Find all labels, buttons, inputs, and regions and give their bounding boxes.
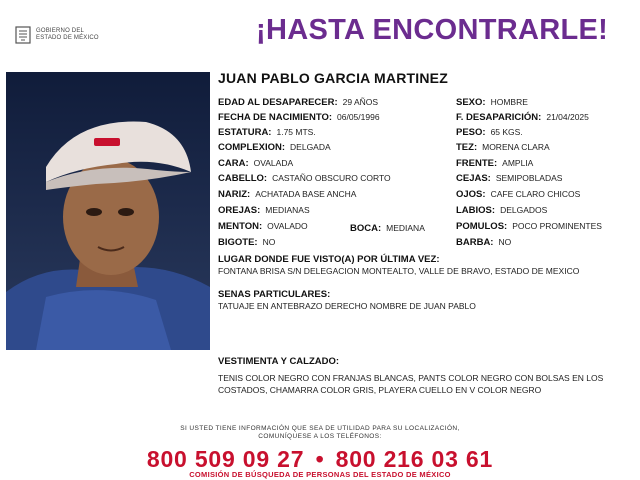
field-orejas: OREJAS: MEDIANAS: [218, 205, 310, 216]
clothing-title: VESTIMENTA Y CALZADO:: [218, 356, 340, 367]
field-pomulos: POMULOS: POCO PROMINENTES: [456, 221, 602, 232]
field-barba: BARBA: NO: [456, 237, 512, 248]
headline: ¡HASTA ENCONTRARLE!: [256, 14, 609, 46]
field-nariz: NARIZ: ACHATADA BASE ANCHA: [218, 189, 357, 200]
marks-title: SENAS PARTICULARES:: [218, 289, 331, 300]
person-name: JUAN PABLO GARCIA MARTINEZ: [218, 70, 448, 86]
phone-2[interactable]: 800 216 03 61: [335, 446, 494, 472]
field-peso: PESO: 65 KGS.: [456, 127, 523, 138]
logo-line-1: GOBIERNO DEL: [36, 28, 85, 34]
info-line-2: COMUNÍQUESE A LOS TELÉFONOS:: [258, 433, 382, 440]
info-line-1: SI USTED TIENE INFORMACIÓN QUE SEA DE UTILIDAD PARA SU LOCALIZACIÓN,: [180, 425, 460, 432]
field-frente: FRENTE: AMPLIA: [456, 158, 534, 169]
marks-text: TATUAJE EN ANTEBRAZO DERECHO NOMBRE DE JUAN PABLO: [218, 301, 476, 311]
phone-1[interactable]: 800 509 09 27: [146, 446, 305, 472]
last-seen-title: LUGAR DONDE FUE VISTO(A) POR ÚLTIMA VEZ:: [218, 254, 440, 265]
logo-line-2: ESTADO DE MÉXICO: [36, 35, 99, 41]
field-edad: EDAD AL DESAPARECER: 29 AÑOS: [218, 97, 379, 108]
field-boca: BOCA: MEDIANA: [350, 223, 425, 234]
phone-numbers: [0, 446, 640, 473]
field-ojos: OJOS: CAFE CLARO CHICOS: [456, 189, 581, 200]
field-bigote: BIGOTE: NO: [218, 237, 276, 248]
field-estatura: ESTATURA: 1.75 MTS.: [218, 127, 316, 138]
phone-separator: •: [315, 446, 325, 472]
field-labios: LABIOS: DELGADOS: [456, 205, 548, 216]
field-cejas: CEJAS: SEMIPOBLADAS: [456, 173, 563, 184]
last-seen-text: FONTANA BRISA S/N DELEGACION MONTEALTO, VALLE DE BRAVO, ESTADO DE MEXICO: [218, 266, 580, 276]
government-logo: [14, 24, 124, 46]
clothing-text: TENIS COLOR NEGRO CON FRANJAS BLANCAS, PANTS COLOR NEGRO CON BOLSAS EN LOS COSTADOS, CHAMARRA COLOR GRIS, PLAYERA CUELLO EN V COLOR NEGRO: [218, 373, 604, 395]
field-fecha-desaparicion: F. DESAPARICIÓN: 21/04/2025: [456, 112, 589, 123]
field-complexion: COMPLEXION: DELGADA: [218, 142, 331, 153]
person-photo: [6, 72, 210, 350]
field-cabello: CABELLO: CASTAÑO OBSCURO CORTO: [218, 173, 391, 184]
field-sexo: SEXO: HOMBRE: [456, 97, 528, 108]
field-tez: TEZ: MORENA CLARA: [456, 142, 550, 153]
field-cara: CARA: OVALADA: [218, 158, 294, 169]
field-fecha-nacimiento: FECHA DE NACIMIENTO: 06/05/1996: [218, 112, 380, 123]
state-emblem-icon: [14, 25, 32, 45]
field-menton: MENTON: OVALADO: [218, 221, 308, 232]
footer-commission: COMISIÓN DE BÚSQUEDA DE PERSONAS DEL ESTADO DE MÉXICO: [189, 470, 451, 479]
